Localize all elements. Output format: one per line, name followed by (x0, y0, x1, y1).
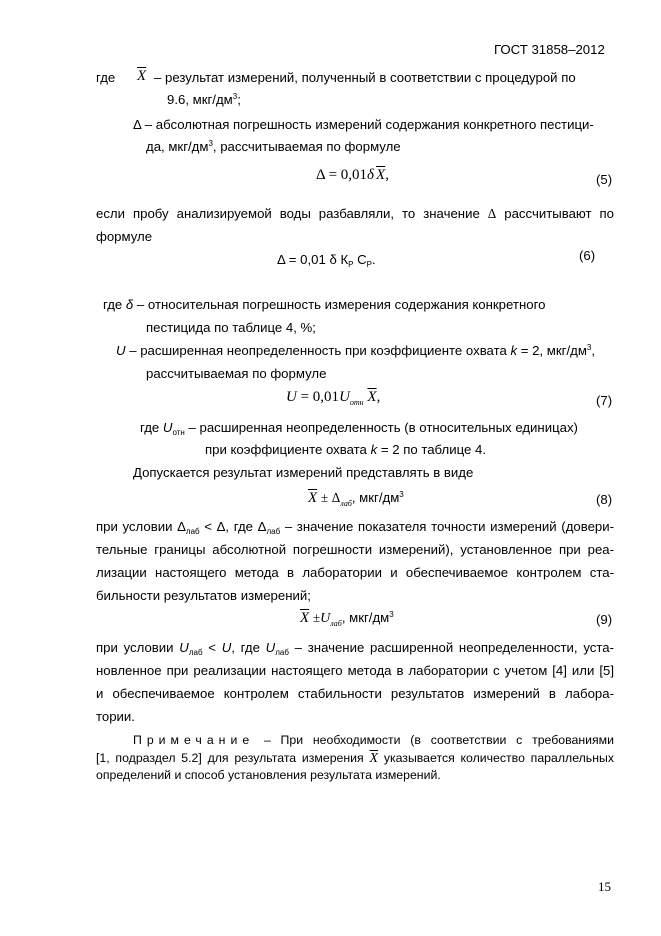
formula-6: Δ = 0,01 δ $К_Р$ $С_Р$. (277, 252, 376, 269)
page-number: 15 (598, 879, 611, 894)
delta-definition-line2: да, мкг/$дм^3$, рассчитываемая по формуле (146, 139, 401, 154)
u-definition-line1: U – расширенная неопределенность при коэффициенте охвата k = 2, мкг/$дм^3$, (116, 343, 596, 358)
note-line1: Примечание – При необходимости (в соответствии с требованиями (133, 733, 614, 747)
document-standard-number: ГОСТ 31858–2012 (494, 42, 605, 57)
where-label: где (96, 70, 116, 85)
formula-5: Δ = 0,01δ $\overline{X}$, (316, 167, 389, 183)
delta-relative-definition-line1: где δ – относительная погрешность измерения содержания конкретного (103, 297, 546, 312)
delta-relative-definition-line2: пестицида по таблице 4, %; (146, 320, 316, 335)
condition-8-line2: тельные границы абсолютной погрешности измерений), установленное при реа- (96, 542, 614, 557)
formula-5-number: (5) (596, 172, 613, 187)
formula-7: $U = 0,01U_{отн}$ $\overline{X}$, (286, 389, 381, 407)
formula-9: $\overline{X} \pm U_{лаб}$, мкг/$дм^3$ (300, 610, 394, 628)
condition-9-line2: новленное при реализации настоящего метода в лаборатории с учетом [4] или [5] (96, 663, 614, 678)
u-relative-definition-line1: где $U_{отн}$ – расширенная неопределенность (в относительных единицах) (140, 420, 578, 437)
delta-definition-line1: Δ – абсолютная погрешность измерений содержания конкретного пестици- (133, 117, 594, 132)
condition-8-line1: при условии $\Delta_{лаб} < \Delta$, где $\Delta_{лаб}$ – значение показателя точности измерений (довери- (96, 519, 615, 536)
u-definition-line2: рассчитываемая по формуле (146, 366, 327, 381)
condition-8-line3: лизации настоящего метода в лаборатории и обеспечиваемое контролем ста- (96, 565, 614, 580)
formula-6-number: (6) (579, 248, 596, 263)
formula-9-number: (9) (596, 612, 613, 627)
x-definition-line1: – результат измерений, полученный в соответствии с процедурой по (154, 70, 576, 85)
dilution-paragraph-line1: если пробу анализируемой воды разбавляли, то значение Δ рассчитывают по (96, 206, 614, 221)
note-line3: определений и способ установления результата измерений. (96, 768, 441, 782)
condition-9-line4: тории. (96, 709, 135, 724)
condition-8-line4: бильности результатов измерений; (96, 588, 311, 603)
dilution-paragraph-line2: формуле (96, 229, 153, 244)
formula-8: $\overline{X} \pm \Delta_{лаб}$, мкг/$дм^3$ (308, 490, 404, 508)
u-relative-definition-line2: при коэффициенте охвата k = 2 по таблице 4. (205, 442, 486, 457)
formula-7-number: (7) (596, 393, 613, 408)
result-presentation-intro: Допускается результат измерений представлять в виде (133, 465, 474, 480)
note-line2: [1, подраздел 5.2] для результата измерения $\overline{X}$ указывается количество параллельных (96, 751, 614, 766)
condition-9-line3: и обеспечиваемое контролем стабильности результатов измерений в лабора- (96, 686, 614, 701)
formula-8-number: (8) (596, 492, 613, 507)
x-definition-line2: 9.6, мкг/$дм^3$; (167, 92, 241, 107)
x-mean-symbol: $\overline{X}$ (137, 68, 147, 84)
condition-9-line1: при условии $U_{лаб} < U$, где $U_{лаб}$ – значение расширенной неопределенности, уста- (96, 640, 614, 657)
